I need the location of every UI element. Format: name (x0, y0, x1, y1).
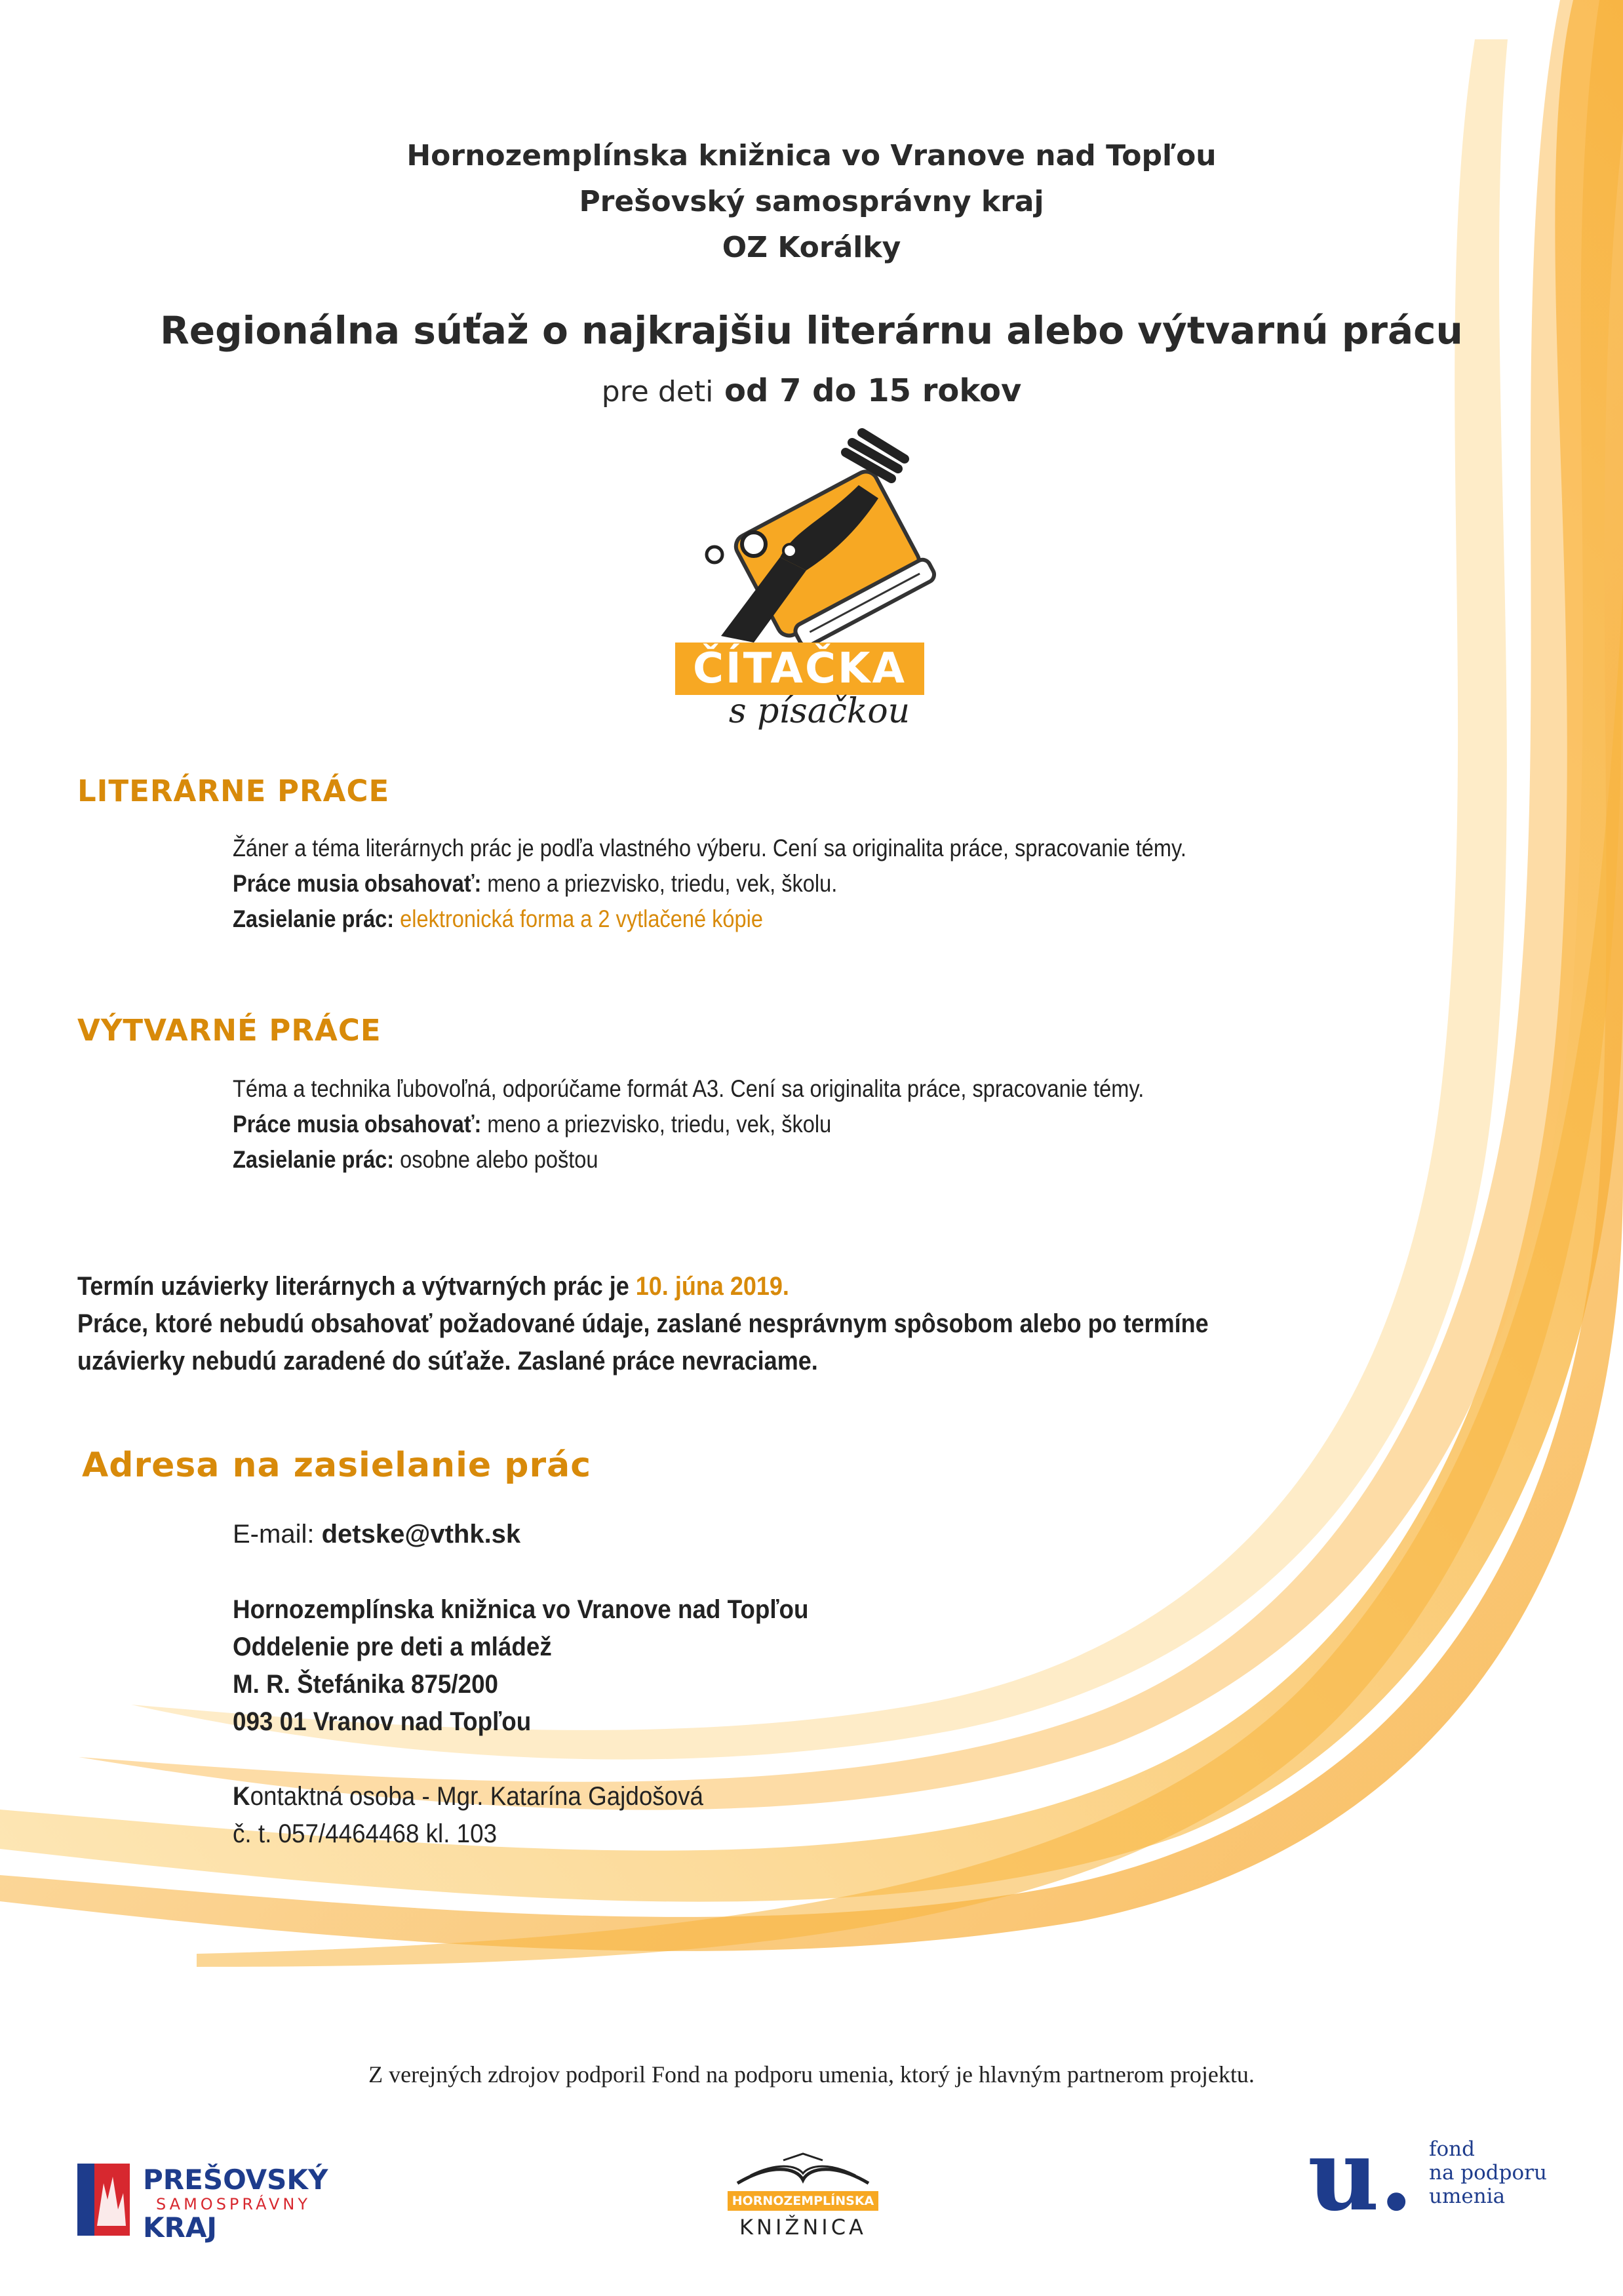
contact-person (233, 1782, 703, 1811)
open-book-icon (724, 2150, 882, 2190)
literary-line-3 (233, 905, 763, 933)
art-requirements-value: meno a priezvisko, triedu, vek, školu (487, 1111, 832, 1138)
contact-initial: K (233, 1782, 250, 1811)
support-statement: Z verejných zdrojov podporil Fond na podporu umenia, ktorý je hlavným partnerom projektu. (368, 2061, 1255, 2088)
literary-submission-value: elektronická forma a 2 vytlačené kópie (400, 905, 763, 932)
art-line-2 (233, 1111, 831, 1138)
organizer-line-1: Hornozemplínska knižnica vo Vranove nad Topľou (406, 139, 1217, 172)
literary-description: Žáner a téma literárnych prác je podľa vlastného výberu. Cení sa originalita práce, spracovanie témy. (233, 835, 1186, 861)
literary-requirements-value: meno a priezvisko, triedu, vek, školu. (487, 870, 838, 897)
art-line-1 (233, 1075, 1144, 1103)
fpu-logo-mark: u. (1308, 2118, 1414, 2233)
page-title: Regionálna súťaž o najkrajšiu literárnu alebo výtvarnú prácu (160, 308, 1463, 353)
deadline-line-1 (77, 1272, 789, 1301)
fpu-logo-line-3: umenia (1429, 2185, 1506, 2208)
literary-heading: LITERÁRNE PRÁCE (77, 774, 390, 808)
subtitle-age-range: od 7 do 15 rokov (724, 372, 1022, 409)
library-logo (724, 2150, 882, 2242)
deadline-text: Termín uzávierky literárnych a výtvarných prác je (77, 1272, 629, 1301)
fpu-logo (1308, 2118, 1557, 2233)
psk-logo-line-1: PREŠOVSKÝ (143, 2164, 328, 2196)
art-description: Téma a technika ľubovoľná, odporúčame formát A3. Cení sa originalita práce, spracovanie témy. (233, 1075, 1144, 1102)
address-dept: Oddelenie pre deti a mládež (233, 1633, 552, 1661)
organizer-line-3: OZ Korálky (722, 231, 901, 264)
fpu-logo-line-2: na podporu (1429, 2161, 1547, 2185)
organizer-line-2: Prešovský samosprávny kraj (579, 185, 1044, 218)
library-logo-line-2: KNIŽNICA (739, 2215, 867, 2240)
email-link[interactable]: detske@vthk.sk (321, 1520, 521, 1549)
address-org: Hornozemplínska knižnica vo Vranove nad Topľou (233, 1595, 809, 1624)
logo-script: s písačkou (728, 692, 910, 731)
literary-requirements-label: Práce musia obsahovať: (233, 870, 482, 897)
deadline-line-2: Práce, ktoré nebudú obsahovať požadované údaje, zaslané nesprávnym spôsobom alebo po termíne (77, 1309, 1209, 1338)
subtitle-prefix: pre deti (601, 375, 714, 408)
art-requirements-label: Práce musia obsahovať: (233, 1111, 482, 1138)
literary-submission-label: Zasielanie prác: (233, 905, 395, 932)
library-logo-line-1: HORNOZEMPLÍNSKA (728, 2191, 878, 2211)
contact-name: ontaktná osoba - Mgr. Katarína Gajdošová (250, 1782, 704, 1811)
address-city: 093 01 Vranov nad Topľou (233, 1707, 532, 1736)
literary-line-1 (233, 835, 1186, 862)
contact-phone: č. t. 057/4464468 kl. 103 (233, 1819, 498, 1848)
email-line (233, 1520, 520, 1549)
art-line-3 (233, 1146, 598, 1174)
psk-logo (77, 2164, 392, 2244)
fpu-logo-line-1: fond (1429, 2137, 1475, 2161)
psk-flag-icon (77, 2164, 130, 2236)
citacka-logo (675, 426, 950, 734)
logo-badge: ČÍTAČKA (675, 643, 924, 695)
page-subtitle (0, 372, 1623, 409)
literary-line-2 (233, 870, 837, 898)
book-with-pen-icon (675, 426, 950, 643)
deadline-line-3: uzávierky nebudú zaradené do súťaže. Zaslané práce nevraciame. (77, 1347, 818, 1376)
psk-logo-line-3: KRAJ (143, 2211, 218, 2244)
deadline-date: 10. júna 2019. (635, 1272, 789, 1301)
art-heading: VÝTVARNÉ PRÁCE (77, 1013, 381, 1048)
art-submission-value: osobne alebo poštou (400, 1146, 598, 1173)
art-submission-label: Zasielanie prác: (233, 1146, 395, 1173)
address-street: M. R. Štefánika 875/200 (233, 1670, 499, 1699)
address-heading: Adresa na zasielanie prác (82, 1446, 592, 1485)
email-label: E-mail: (233, 1520, 315, 1549)
psk-logo-line-2: SAMOSPRÁVNY (156, 2195, 311, 2213)
